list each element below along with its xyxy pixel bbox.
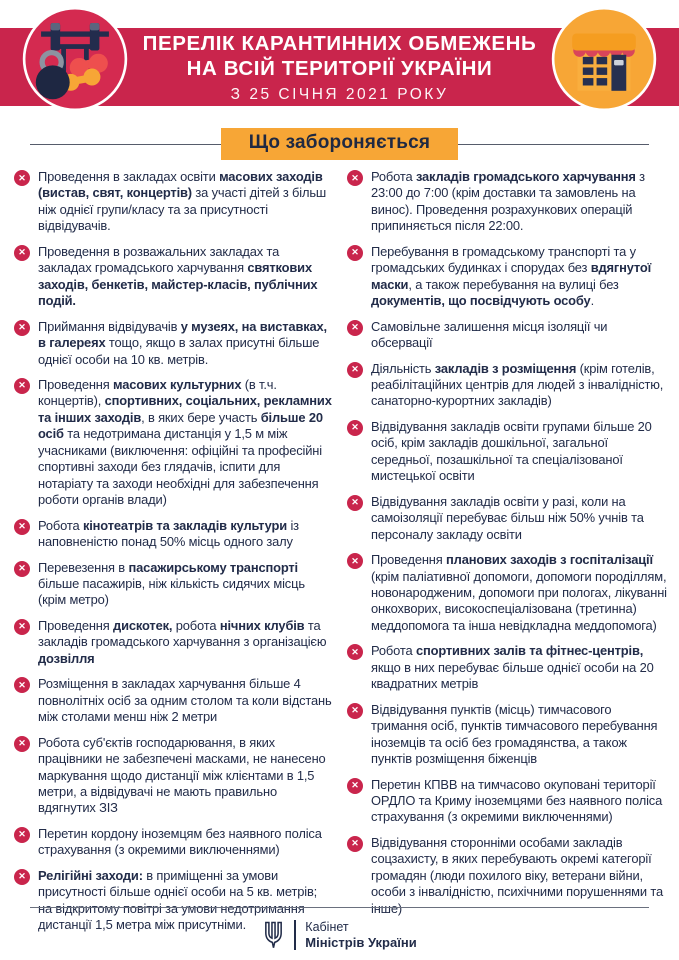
- prohibited-x-icon: ✕: [347, 245, 363, 261]
- restriction-item: [347, 777, 667, 826]
- restriction-item: [14, 244, 334, 310]
- footer: [0, 915, 679, 955]
- restriction-text: Відвідування закладів освіти у разі, коли на самоізоляції перебуває більш ніж 50% учнів та персоналу закладу освіти: [371, 493, 644, 542]
- header-text-block: [140, 28, 539, 106]
- restriction-text: Проведення в закладах освіти масових заходів (вистав, свят, концертів) за участі дітей з більш ніж однієї групи/класу та за присутності відвідувачів.: [38, 169, 327, 234]
- restriction-item: [14, 518, 334, 551]
- footer-divider: [30, 907, 649, 908]
- prohibited-x-icon: ✕: [14, 869, 30, 885]
- prohibited-x-icon: ✕: [347, 495, 363, 511]
- tryzub-coat-of-arms-icon: [262, 919, 285, 952]
- restriction-text: Розміщення в закладах харчування більше 4 повнолітніх осіб за одним столом та коли відстань між столами менш ніж 2 метри: [38, 676, 332, 725]
- prohibited-x-icon: ✕: [14, 827, 30, 843]
- restriction-item: [347, 244, 667, 310]
- restriction-item: [347, 643, 667, 692]
- restrictions-column-left: [14, 169, 334, 934]
- prohibited-x-icon: ✕: [347, 420, 363, 436]
- section-banner: Що забороняється: [221, 128, 458, 160]
- poster-title-line2: НА ВСІЙ ТЕРИТОРІЇ УКРАЇНИ: [186, 56, 493, 80]
- restriction-text: Відвідування закладів освіти групами більше 20 осіб, крім закладів дошкільної, загальної середньої, позашкільної та спеціалізованої мистецької освіти: [371, 418, 652, 484]
- restriction-text: Проведення планових заходів з госпіталізації (крім паліативної допомоги, допомоги породіллям, новонародженим, допомоги при пологах, лікуванні онкохворих, високоспеціалізована (третинна) меддопомога та інша невідкладна меддопомога): [371, 552, 667, 633]
- restriction-item: [14, 560, 334, 609]
- restriction-text: Робота спортивних залів та фітнес-центрів, якщо в них перебуває більше однієї особи на 20 квадратних метрів: [371, 643, 654, 692]
- restriction-text: Проведення масових культурних (в т.ч. концертів), спортивних, соціальних, рекламних та інших заходів, в яких бере участь більше 20 осіб та недотримана дистанція у 1,5 м між учасниками (виключення: офіційні та професійні спортивні заходи без глядачів, іспити для нотаріату та заходи необхідні для забезпечення роботи органів влади): [38, 376, 332, 508]
- restriction-text: Перетин кордону іноземцям без наявного поліса страхування (з окремими виключеннями): [38, 825, 322, 858]
- prohibited-x-icon: ✕: [347, 644, 363, 660]
- section-divider: [0, 128, 679, 160]
- prohibited-x-icon: ✕: [347, 778, 363, 794]
- restriction-item: [14, 169, 334, 235]
- prohibited-x-icon: ✕: [14, 736, 30, 752]
- prohibited-x-icon: ✕: [347, 553, 363, 569]
- prohibited-x-icon: ✕: [347, 703, 363, 719]
- restriction-text: Проведення в розважальних закладах та закладах громадського харчування святкових заходів, бенкетів, майстер-класів, публічних подій.: [38, 243, 318, 309]
- restriction-text: Перевезення в пасажирському транспорті більше пасажирів, ніж кількість сидячих місць (крім метро): [38, 559, 305, 608]
- prohibited-x-icon: ✕: [347, 362, 363, 378]
- restriction-item: [347, 552, 667, 634]
- restriction-item: [347, 319, 667, 352]
- restriction-item: [347, 702, 667, 768]
- prohibited-x-icon: ✕: [14, 519, 30, 535]
- prohibited-x-icon: ✕: [14, 677, 30, 693]
- prohibited-x-icon: ✕: [347, 836, 363, 852]
- restriction-text: Проведення дискотек, робота нічних клубів та закладів громадського харчування з організацією дозвілля: [38, 617, 327, 666]
- prohibited-x-icon: ✕: [14, 170, 30, 186]
- restrictions-column-right: [347, 169, 667, 934]
- restriction-text: Робота закладів громадського харчування з 23:00 до 7:00 (крім доставки та замовлень на винос). Проведення розрахункових операцій припиняється після 22:00.: [371, 169, 645, 234]
- restriction-text: Релігійні заходи: в приміщенні за умови присутності більше однієї особи на 5 кв. метрів; на відкритому повітрі за умови недотримання дистанції 1,5 метра між присутніми.: [38, 867, 318, 933]
- restriction-item: [14, 319, 334, 368]
- prohibited-x-icon: ✕: [14, 561, 30, 577]
- prohibited-x-icon: ✕: [347, 170, 363, 186]
- prohibited-x-icon: ✕: [14, 619, 30, 635]
- restriction-text: Самовільне залишення місця ізоляції чи обсервації: [371, 318, 608, 351]
- restriction-item: [347, 835, 667, 917]
- restriction-item: [14, 676, 334, 725]
- restriction-item: [347, 419, 667, 485]
- restriction-text: Робота суб'єктів господарювання, в яких працівники не забезпечені масками, не нанесено маркування щодо дистанції між клієнтами в 1,5 метри, а відвідувачі не мають правильно вдягнутих ЗІЗ: [38, 734, 326, 816]
- restriction-text: Приймання відвідувачів у музеях, на виставках, в галереях тощо, якщо в залах присутні більше однієї особи на 10 кв. метрів.: [38, 318, 327, 367]
- restriction-text: Відвідування сторонніми особами закладів соцзахисту, в яких перебувають окремі категорії громадян (люди похилого віку, ветерани війни, особи з інвалідністю, психічними порушеннями та інше): [371, 834, 663, 916]
- restriction-item: [347, 169, 667, 235]
- restriction-text: Перетин КПВВ на тимчасово окуповані території ОРДЛО та Криму іноземцями без наявного поліса страхування (з окремими виключеннями): [371, 776, 663, 825]
- storefront-icon: [551, 6, 657, 112]
- restriction-item: [14, 735, 334, 817]
- restriction-text: Робота кінотеатрів та закладів культури із наповненістю понад 50% місць одного залу: [38, 517, 299, 550]
- prohibited-x-icon: ✕: [14, 378, 30, 394]
- prohibited-x-icon: ✕: [347, 320, 363, 336]
- restriction-item: [347, 494, 667, 543]
- restriction-item: [14, 826, 334, 859]
- footer-org-name: [305, 920, 416, 951]
- footer-separator: [294, 920, 296, 950]
- restriction-text: Перебування в громадському транспорті та у громадських будинках і спорудах без вдягнутої маски, а також перебування на вулиці без документів, що посвідчують особу.: [371, 243, 652, 309]
- footer-org-line1: Кабінет: [305, 919, 349, 934]
- prohibited-x-icon: ✕: [14, 320, 30, 336]
- restriction-item: [347, 361, 667, 410]
- restriction-item: [14, 377, 334, 509]
- restriction-text: Відвідування пунктів (місць) тимчасового тримання осіб, пунктів тимчасового перебування іноземців та осіб без громадянства, а також пунктів розміщення біженців: [371, 701, 658, 767]
- restriction-text: Діяльність закладів з розміщення (крім готелів, реабілітаційних центрів для людей з інвалідністю, санаторно-курортних закладів): [371, 360, 664, 409]
- gym-equipment-icon: [22, 6, 128, 112]
- footer-org-line2: Міністрів України: [305, 934, 417, 950]
- poster-date: З 25 СІЧНЯ 2021 РОКУ: [230, 85, 449, 103]
- prohibited-x-icon: ✕: [14, 245, 30, 261]
- restriction-item: [14, 618, 334, 667]
- poster-title-line1: ПЕРЕЛІК КАРАНТИННИХ ОБМЕЖЕНЬ: [142, 31, 537, 55]
- restrictions-list: [14, 169, 667, 934]
